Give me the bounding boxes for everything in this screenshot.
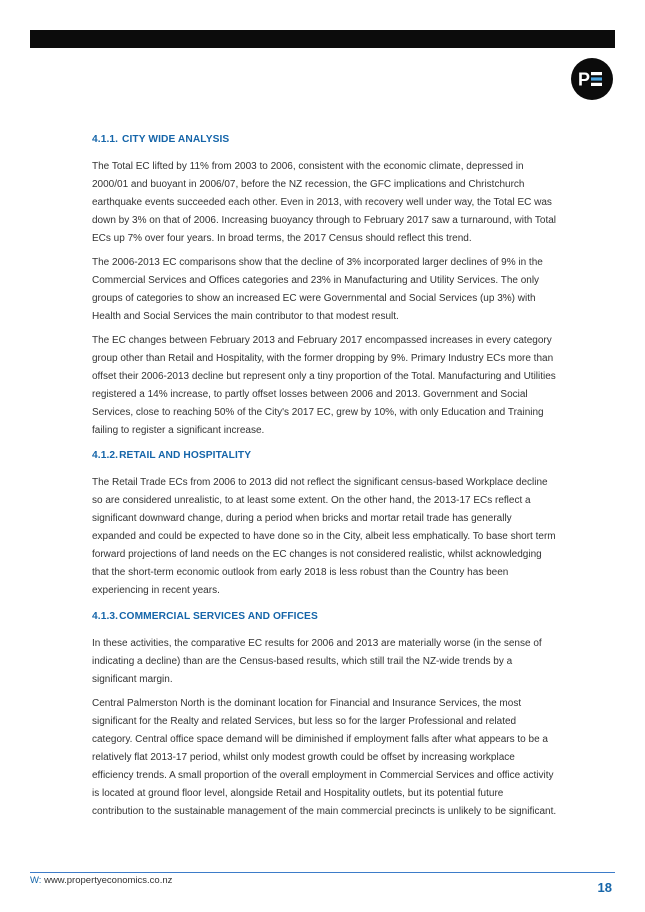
section-heading-city-wide: 4.1.1. CITY WIDE ANALYSIS bbox=[92, 134, 230, 145]
paragraph: The EC changes between February 2013 and February 2017 encompassed increases in every category group other than Retail and Hospitality, with the former dropping by 9%. Primary Industry ECs more than offset their 2006-2013 decline but represent only a tiny proportion of the Total. Manufacturing and Utilities registered a 14% increase, to partly offset losses between 2006 and 2013. Government and Social Services, close to reaching 50% of the City's 2017 EC, grew by 10%, with only Education and Training failing to register a significant increase. bbox=[92, 335, 556, 436]
section-heading-commercial: 4.1.3.COMMERCIAL SERVICES AND OFFICES bbox=[92, 611, 318, 622]
page-content bbox=[92, 132, 557, 827]
footer-divider bbox=[30, 872, 615, 873]
section-heading-retail: 4.1.2.RETAIL AND HOSPITALITY bbox=[92, 450, 252, 461]
paragraph: The 2006-2013 EC comparisons show that the decline of 3% incorporated larger declines of 9% in the Commercial Services and Offices categories and 23% in Manufacturing and Utility Services. The only groups of categories to show an increased EC were Governmental and Social Services (up 3%) with Health and Social Services the main contributor to that modest result. bbox=[92, 257, 543, 322]
pe-logo-icon bbox=[577, 69, 607, 89]
page-number: 18 bbox=[597, 880, 612, 895]
web-label: W: bbox=[30, 875, 42, 886]
svg-text:P: P bbox=[578, 69, 591, 89]
paragraph: The Retail Trade ECs from 2006 to 2013 did not reflect the significant census-based Workplace decline so are considered unrealistic, to at least some extent. On the other hand, the 2013-17 ECs reflect a significant downward change, during a period when bricks and mortar retail trade has generally expanded and could be expected to have done so in the City, albeit less emphatically. To base short term forward projections of land needs on the EC changes is not considered realistic, whilst acknowledging that the short-term economic outlook from early 2018 is less robust than the Country has been experiencing in recent years. bbox=[92, 477, 556, 596]
paragraph: The Total EC lifted by 11% from 2003 to 2006, consistent with the economic climate, depressed in 2000/01 and buoyant in 2006/07, before the NZ recession, the GFC implications and Christchurch earthquake events succeeded each other. Even in 2013, with recovery well under way, the Total EC was down by 3% on that of 2006. Increasing buoyancy through to February 2017 saw a turnaround, with Total ECs up 7% over four years. In broad terms, the 2017 Census should reflect this trend. bbox=[92, 161, 556, 244]
footer-website bbox=[30, 875, 172, 886]
header-bar bbox=[30, 30, 615, 48]
paragraph: Central Palmerston North is the dominant location for Financial and Insurance Services, the most significant for the Realty and related Services, but less so for the larger Professional and related category. Central office space demand will be diminished if employment falls after what appears to be a relatively flat 2013-17 period, whilst only modest growth could be offset by increasing workplace efficiency trends. A small proportion of the overall employment in Commercial Services and office activity is located at ground floor level, alongside Retail and Hospitality outlets, but its potential future contribution to the sustainable management of the main commercial precincts is unlikely to be significant. bbox=[92, 698, 557, 817]
company-logo bbox=[571, 58, 613, 100]
web-url[interactable]: www.propertyeconomics.co.nz bbox=[44, 875, 173, 886]
paragraph: In these activities, the comparative EC results for 2006 and 2013 are materially worse (in the sense of indicating a decline) than are the Census-based results, which still trail the NZ-wide trends by a significant margin. bbox=[92, 638, 542, 685]
